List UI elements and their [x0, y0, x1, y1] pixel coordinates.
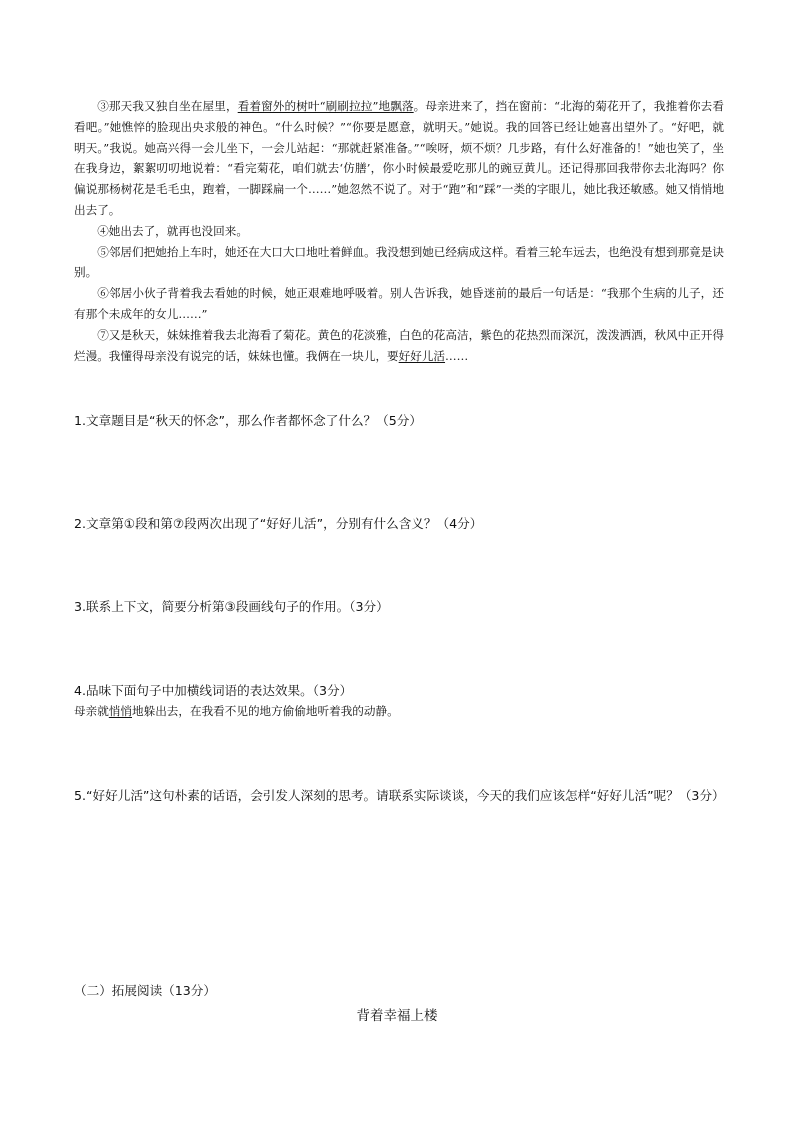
question-4	[74, 680, 734, 722]
paragraph-4: ④她出去了，就再也没回来。	[97, 223, 248, 238]
question-4-sentence-start: 母亲就	[74, 704, 109, 718]
paragraph-3-text-rest: 。母亲进来了，挡在窗前：“北海的菊花开了，我推着你去看看吧。”她憔悴的脸现出央求般的神色。“什么时候？”“你要是愿意，就明天。”她说。我的回答已经让她喜出望外了。“好吧，就明天。”我说。她高兴得一会儿坐下，一会儿站起：“那就赶紧准备。”“唉呀，烦不烦？几步路，有什么好准备的！”她也笑了，坐在我身边，絮絮叨叨地说着：“看完菊花，咱们就去‘仿膳’，你小时候最爱吃那儿的豌豆黄儿。还记得那回我带你去北海吗？你偏说那杨树花是毛毛虫，跑着，一脚踩扁一个……”她忽然不说了。对于“跑”和“踩”一类的字眼儿，她比我还敏感。她又悄悄地出去了。	[74, 99, 724, 217]
question-5: 5.“好好儿活”这句朴素的话语，会引发人深刻的思考。请联系实际谈谈，今天的我们应该怎样“好好儿活”呢？（3分）	[74, 788, 725, 803]
question-4-sentence	[74, 701, 734, 722]
paragraph-7-ellipsis: ……	[445, 348, 469, 363]
section-heading: （二）拓展阅读（13分）	[74, 983, 216, 998]
underlined-phrase: 好好儿活	[398, 348, 446, 363]
underlined-word: 悄悄	[108, 704, 132, 718]
question-4-prompt: 4.品味下面句子中加横线词语的表达效果。（3分）	[74, 683, 353, 698]
paragraph-3	[74, 96, 724, 221]
paragraph-7	[74, 325, 724, 367]
question-4-sentence-end: 地躲出去，在我看不见的地方偷偷地听着我的动静。	[132, 704, 399, 718]
paragraph-5: ⑤邻居们把她抬上车时，她还在大口大口地吐着鲜血。我没想到她已经病成这样。看着三轮车远去，也绝没有想到那竟是诀别。	[74, 244, 724, 280]
paragraph-3-text: ③那天我又独自坐在屋里，	[97, 99, 238, 113]
question-1: 1.文章题目是“秋天的怀念”，那么作者都怀念了什么？（5分）	[74, 413, 422, 428]
question-3: 3.联系上下文，简要分析第③段画线句子的作用。（3分）	[74, 599, 389, 614]
paragraph-7-text: ⑦又是秋天，妹妹推着我去北海看了菊花。黄色的花淡雅，白色的花高洁，紫色的花热烈而深沉，泼泼洒洒，秋风中正开得烂漫。我懂得母亲没有说完的话，妹妹也懂。我俩在一块儿，要	[74, 327, 724, 363]
paragraph-6: ⑥邻居小伙子背着我去看她的时候，她正艰难地呼吸着。别人告诉我，她昏迷前的最后一句话是：“我那个生病的儿子，还有那个未成年的女儿……”	[74, 286, 724, 321]
underlined-sentence: 看着窗外的树叶“刷刷拉拉”地飘落	[237, 99, 414, 113]
reading-passage	[74, 96, 724, 366]
question-2: 2.文章第①段和第⑦段两次出现了“好好儿活”，分别有什么含义？（4分）	[74, 516, 483, 531]
article-title: 背着幸福上楼	[356, 1008, 438, 1024]
